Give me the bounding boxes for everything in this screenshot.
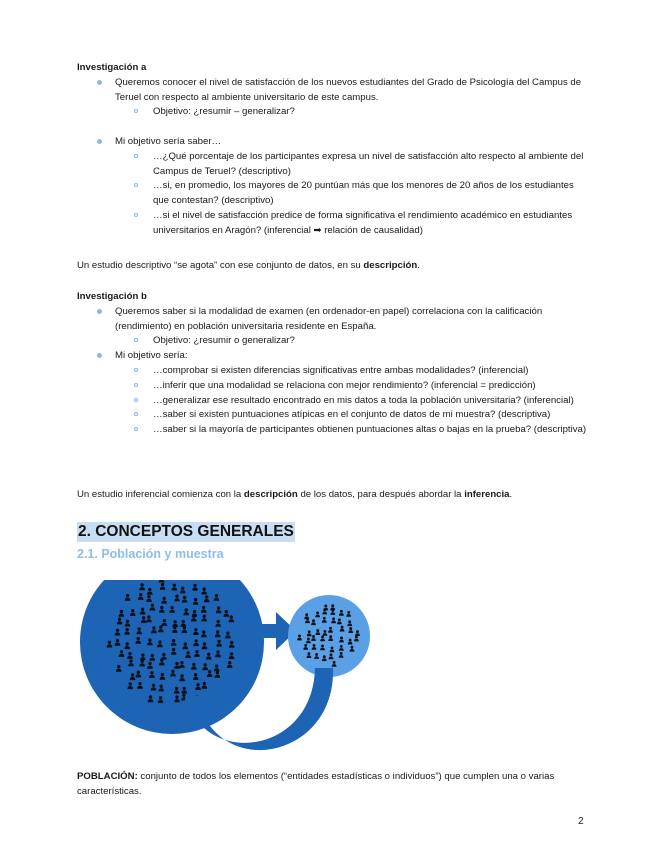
list-item: …saber si existen puntuaciones atípicas en el conjunto de datos de mi muestra? (descriptiva) [77, 408, 592, 423]
list-item: …¿Qué porcentaje de los participantes expresa un nivel de satisfacción alto respecto al ambiente del Campus de Teruel? (descriptivo) [77, 150, 592, 180]
person-icon [159, 580, 165, 583]
bullet-icon [97, 353, 102, 358]
bullet-icon [134, 412, 138, 416]
list-item: Queremos conocer el nivel de satisfacción de los nuevos estudiantes del Grado de Psicología del Campus de Teruel con respecto al ambiente universitario de este campus. [77, 76, 592, 106]
list-item: Mi objetivo sería: [77, 349, 592, 364]
section-title: 2. CONCEPTOS GENERALES [78, 523, 294, 540]
bullet-icon [134, 109, 138, 113]
bullet-icon [97, 139, 102, 144]
investigacion-a-section [77, 61, 592, 239]
bullet-icon [134, 398, 138, 402]
list-item: Queremos saber si la modalidad de examen (en ordenador-en papel) correlaciona con la calificación (rendimiento) en población universitaria residente en España. [77, 305, 592, 335]
bullet-icon [134, 427, 138, 431]
bullet-icon [134, 368, 138, 372]
bullet-icon [134, 383, 138, 387]
investigacion-b-title: Investigación b [77, 291, 147, 302]
definition-term: POBLACIÓN: [77, 771, 138, 782]
page-number: 2 [578, 816, 584, 827]
list-item: …generalizar ese resultado encontrado en mis datos a toda la población universitaria? (inferencial) [77, 394, 592, 409]
investigacion-b-section [77, 290, 592, 438]
inferential-paragraph: Un estudio inferencial comienza con la descripción de los datos, para después abordar la inferencia. [77, 489, 513, 500]
list-item: …comprobar si existen diferencias significativas entre ambas modalidades? (inferencial) [77, 364, 592, 379]
bold-term: descripción [243, 489, 298, 500]
list-item: …si el nivel de satisfacción predice de forma significativa el rendimiento académico en estudiantes universitarios en Aragón? (inferencial ➡ relación de causalidad) [77, 209, 592, 239]
population-sample-figure [78, 580, 378, 765]
bullet-icon [134, 183, 138, 187]
subsection-title: 2.1. Población y muestra [77, 547, 224, 561]
list-item: …saber si la mayoría de participantes obtienen puntuaciones altas o bajas en la prueba? (descriptiva) [77, 423, 592, 438]
definition-paragraph: POBLACIÓN: conjunto de todos los elementos (“entidades estadísticas o individuos”) que cumplen una o varias características. [77, 771, 555, 797]
list-item: …inferir que una modalidad se relaciona con mejor rendimiento? (inferencial = predicción) [77, 379, 592, 394]
list-item: Objetivo: ¿resumir – generalizar? [77, 105, 592, 120]
arrow-shaft [261, 624, 277, 638]
bold-term: inferencia [464, 489, 510, 500]
bold-term: descripción [363, 260, 418, 271]
list-item: Mi objetivo sería saber… [77, 135, 592, 150]
list-item: …si, en promedio, los mayores de 20 puntúan más que los menores de 20 años de los estudiantes que contestan? (descriptivo) [77, 179, 592, 209]
descriptive-paragraph: Un estudio descriptivo “se agota” con ese conjunto de datos, en su descripción. [77, 260, 420, 271]
population-circle [80, 580, 264, 734]
bullet-icon [97, 309, 102, 314]
bullet-icon [134, 213, 138, 217]
bullet-icon [134, 338, 138, 342]
list-item: Objetivo: ¿resumir o generalizar? [77, 334, 592, 349]
investigacion-a-title: Investigación a [77, 62, 147, 73]
bullet-icon [97, 80, 102, 85]
bullet-icon [134, 154, 138, 158]
